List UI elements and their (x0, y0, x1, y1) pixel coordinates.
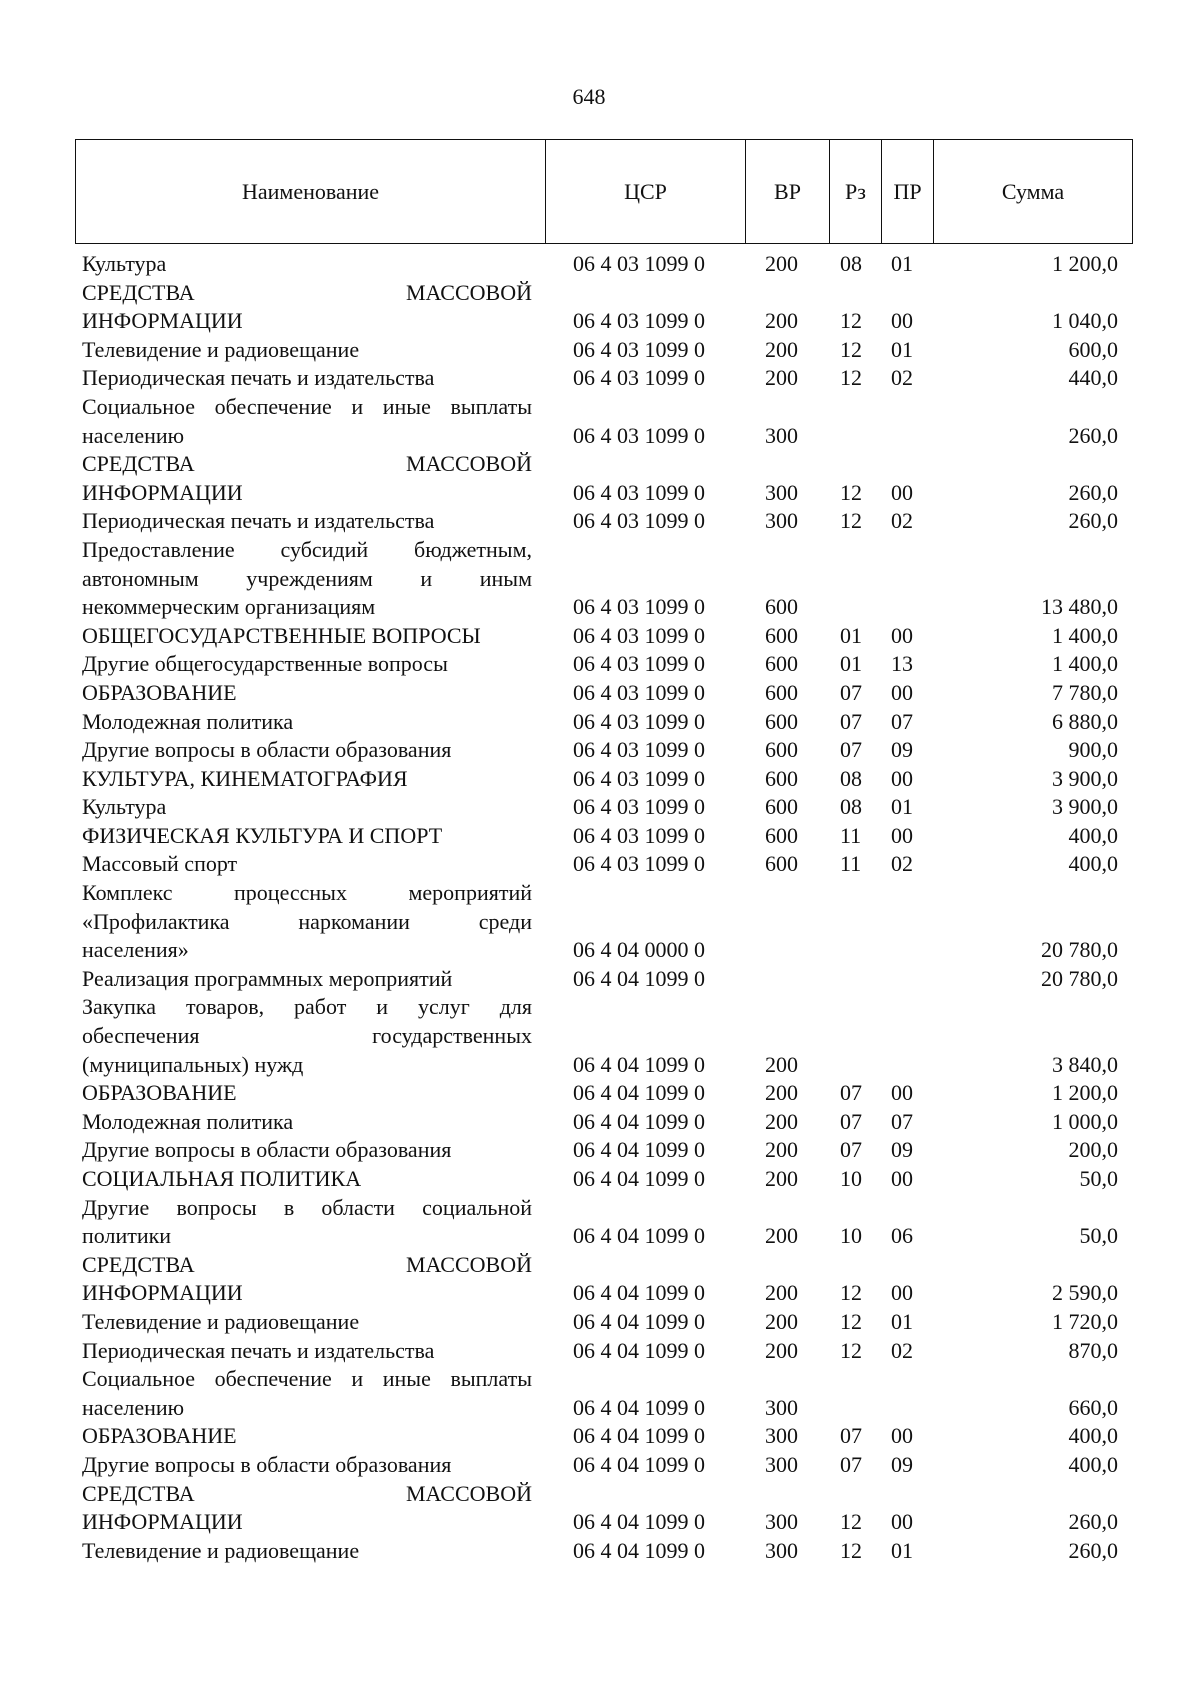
row-vr: 200 (765, 1051, 798, 1077)
row-name-line: Периодическая печать и издательства (82, 508, 435, 534)
row-name (82, 793, 532, 822)
row-name-line: «Профилактика наркомании среди (82, 908, 532, 934)
row-rz: 12 (840, 479, 862, 505)
row-vr: 300 (765, 479, 798, 505)
row-csr: 06 4 04 1099 0 (573, 1223, 705, 1249)
row-name-line: СРЕДСТВА МАССОВОЙ (82, 451, 532, 477)
row-name (82, 536, 532, 622)
row-vr: 200 (765, 1108, 798, 1134)
table-row (0, 1165, 1200, 1194)
row-name (82, 364, 532, 393)
row-sum: 400,0 (1068, 1451, 1118, 1477)
row-csr: 06 4 03 1099 0 (573, 737, 705, 763)
row-vr: 300 (765, 422, 798, 448)
row-vr: 200 (765, 1309, 798, 1335)
table-row (0, 1194, 1200, 1251)
table-row (0, 622, 1200, 651)
row-csr: 06 4 04 1099 0 (573, 1394, 705, 1420)
row-name-line: Периодическая печать и издательства (82, 1337, 435, 1363)
row-name-line: ОБРАЗОВАНИЕ (82, 679, 237, 705)
row-rz: 11 (840, 822, 862, 848)
row-sum: 7 780,0 (1052, 679, 1118, 705)
row-name (82, 1108, 532, 1137)
table-row (0, 650, 1200, 679)
row-name-line: ИНФОРМАЦИИ (82, 1509, 243, 1535)
row-vr: 600 (765, 822, 798, 848)
row-rz: 01 (840, 622, 862, 648)
table-row (0, 336, 1200, 365)
row-name (82, 507, 532, 536)
row-name (82, 450, 532, 507)
row-name-line: Закупка товаров, работ и услуг для (82, 994, 532, 1020)
table-row (0, 965, 1200, 994)
table-row (0, 1308, 1200, 1337)
row-rz: 08 (840, 765, 862, 791)
row-name (82, 1308, 532, 1337)
table-row (0, 879, 1200, 965)
row-vr: 600 (765, 594, 798, 620)
row-vr: 200 (765, 365, 798, 391)
row-name-line: населению (82, 1394, 185, 1420)
row-name-line: СРЕДСТВА МАССОВОЙ (82, 1251, 532, 1277)
row-csr: 06 4 03 1099 0 (573, 822, 705, 848)
row-rz: 10 (840, 1166, 862, 1192)
row-vr: 200 (765, 336, 798, 362)
row-sum: 870,0 (1068, 1337, 1118, 1363)
row-sum: 20 780,0 (1041, 965, 1118, 991)
table-row (0, 765, 1200, 794)
row-name-line: ОБРАЗОВАНИЕ (82, 1080, 237, 1106)
row-rz: 07 (840, 1423, 862, 1449)
row-csr: 06 4 04 1099 0 (573, 1451, 705, 1477)
row-name-line: автономным учреждениям и иным (82, 565, 532, 591)
row-rz: 12 (840, 508, 862, 534)
row-name-line: Телевидение и радиовещание (82, 1537, 360, 1563)
row-name-line: Периодическая печать и издательства (82, 365, 435, 391)
row-csr: 06 4 03 1099 0 (573, 365, 705, 391)
row-name (82, 765, 532, 794)
row-rz: 07 (840, 708, 862, 734)
table-row (0, 1422, 1200, 1451)
row-pr: 09 (891, 1137, 913, 1163)
row-csr: 06 4 04 1099 0 (573, 1537, 705, 1563)
row-rz: 11 (840, 851, 862, 877)
row-name-line: Молодежная политика (82, 708, 294, 734)
table-header (75, 139, 1133, 244)
row-name-line: Массовый спорт (82, 851, 238, 877)
row-sum: 660,0 (1068, 1394, 1118, 1420)
row-name (82, 1079, 532, 1108)
row-csr: 06 4 03 1099 0 (573, 851, 705, 877)
row-rz: 07 (840, 679, 862, 705)
table-row (0, 793, 1200, 822)
row-name-line: Предоставление субсидий бюджетным, (82, 536, 532, 562)
row-name (82, 1537, 532, 1566)
row-vr: 300 (765, 1537, 798, 1563)
table-row (0, 1480, 1200, 1537)
row-vr: 600 (765, 737, 798, 763)
row-pr: 01 (891, 1309, 913, 1335)
row-sum: 260,0 (1068, 1537, 1118, 1563)
row-rz: 10 (840, 1223, 862, 1249)
row-pr: 02 (891, 508, 913, 534)
row-name (82, 1337, 532, 1366)
row-name (82, 679, 532, 708)
row-pr: 00 (891, 765, 913, 791)
row-name-line: Телевидение и радиовещание (82, 1309, 360, 1335)
row-name-line: ОБЩЕГОСУДАРСТВЕННЫЕ ВОПРОСЫ (82, 622, 481, 648)
row-name-line: Культура (82, 251, 167, 276)
row-sum: 1 040,0 (1052, 308, 1118, 334)
table-row (0, 393, 1200, 450)
row-rz: 08 (840, 794, 862, 820)
header-vr: ВР (746, 140, 830, 243)
row-csr: 06 4 03 1099 0 (573, 251, 705, 276)
row-pr: 01 (891, 1537, 913, 1563)
row-name-line: ОБРАЗОВАНИЕ (82, 1423, 237, 1449)
row-rz: 07 (840, 1451, 862, 1477)
row-name-line: СОЦИАЛЬНАЯ ПОЛИТИКА (82, 1166, 362, 1192)
row-name-line: Другие вопросы в области образования (82, 737, 452, 763)
table-row (0, 736, 1200, 765)
row-vr: 200 (765, 251, 798, 276)
page-number: 648 (572, 84, 606, 109)
row-vr: 600 (765, 651, 798, 677)
row-pr: 00 (891, 308, 913, 334)
row-name (82, 250, 532, 279)
row-pr: 06 (891, 1223, 913, 1249)
row-csr: 06 4 03 1099 0 (573, 422, 705, 448)
row-sum: 260,0 (1068, 479, 1118, 505)
row-pr: 02 (891, 365, 913, 391)
table-body (0, 250, 1200, 1565)
row-sum: 900,0 (1068, 737, 1118, 763)
table-row (0, 450, 1200, 507)
header-pr: ПР (882, 140, 934, 243)
table-row (0, 708, 1200, 737)
row-vr: 200 (765, 1223, 798, 1249)
row-name (82, 736, 532, 765)
table-row (0, 1251, 1200, 1308)
row-pr: 00 (891, 822, 913, 848)
row-csr: 06 4 04 1099 0 (573, 1337, 705, 1363)
table-row (0, 507, 1200, 536)
row-csr: 06 4 04 0000 0 (573, 937, 705, 963)
table-row (0, 536, 1200, 622)
row-sum: 400,0 (1068, 822, 1118, 848)
row-sum: 13 480,0 (1041, 594, 1118, 620)
row-name-line: Социальное обеспечение и иные выплаты (82, 393, 532, 419)
row-name (82, 993, 532, 1079)
row-sum: 6 880,0 (1052, 708, 1118, 734)
row-name-line: Другие вопросы в области социальной (82, 1194, 532, 1220)
row-name (82, 1480, 532, 1537)
row-csr: 06 4 04 1099 0 (573, 1080, 705, 1106)
row-name-line: некоммерческим организациям (82, 594, 376, 620)
row-name (82, 1194, 532, 1251)
row-sum: 600,0 (1068, 336, 1118, 362)
row-csr: 06 4 04 1099 0 (573, 1166, 705, 1192)
row-name-line: Культура (82, 794, 167, 820)
row-rz: 07 (840, 1137, 862, 1163)
row-csr: 06 4 03 1099 0 (573, 479, 705, 505)
table-row (0, 1365, 1200, 1422)
table-row (0, 1079, 1200, 1108)
row-name (82, 708, 532, 737)
row-pr: 00 (891, 479, 913, 505)
table-row (0, 1337, 1200, 1366)
row-rz: 12 (840, 1537, 862, 1563)
row-csr: 06 4 04 1099 0 (573, 1509, 705, 1535)
row-name-line: Другие общегосударственные вопросы (82, 651, 448, 677)
row-sum: 260,0 (1068, 508, 1118, 534)
row-csr: 06 4 04 1099 0 (573, 1051, 705, 1077)
row-csr: 06 4 03 1099 0 (573, 308, 705, 334)
row-sum: 260,0 (1068, 1509, 1118, 1535)
row-name (82, 965, 532, 994)
row-pr: 09 (891, 737, 913, 763)
row-name (82, 850, 532, 879)
row-pr: 00 (891, 1080, 913, 1106)
row-csr: 06 4 03 1099 0 (573, 508, 705, 534)
row-pr: 13 (891, 651, 913, 677)
row-vr: 600 (765, 622, 798, 648)
row-pr: 00 (891, 1280, 913, 1306)
row-pr: 09 (891, 1451, 913, 1477)
row-vr: 200 (765, 308, 798, 334)
row-vr: 300 (765, 1423, 798, 1449)
row-name-line: КУЛЬТУРА, КИНЕМАТОГРАФИЯ (82, 765, 408, 791)
row-csr: 06 4 04 1099 0 (573, 1137, 705, 1163)
row-csr: 06 4 03 1099 0 (573, 794, 705, 820)
row-rz: 07 (840, 737, 862, 763)
table-row (0, 250, 1200, 279)
row-name-line: СРЕДСТВА МАССОВОЙ (82, 1480, 532, 1506)
row-vr: 600 (765, 765, 798, 791)
row-csr: 06 4 03 1099 0 (573, 336, 705, 362)
row-sum: 400,0 (1068, 1423, 1118, 1449)
row-sum: 20 780,0 (1041, 937, 1118, 963)
row-sum: 440,0 (1068, 365, 1118, 391)
row-rz: 07 (840, 1080, 862, 1106)
row-vr: 200 (765, 1137, 798, 1163)
row-name-line: СРЕДСТВА МАССОВОЙ (82, 279, 532, 305)
table-row (0, 279, 1200, 336)
table-row (0, 1537, 1200, 1566)
row-sum: 1 400,0 (1052, 622, 1118, 648)
row-rz: 12 (840, 1280, 862, 1306)
row-sum: 50,0 (1079, 1223, 1118, 1249)
row-vr: 600 (765, 794, 798, 820)
row-csr: 06 4 03 1099 0 (573, 651, 705, 677)
row-sum: 50,0 (1079, 1166, 1118, 1192)
row-csr: 06 4 03 1099 0 (573, 679, 705, 705)
row-vr: 300 (765, 1509, 798, 1535)
row-sum: 1 720,0 (1052, 1309, 1118, 1335)
row-name (82, 1136, 532, 1165)
row-vr: 200 (765, 1166, 798, 1192)
table-row (0, 993, 1200, 1079)
header-csr: ЦСР (546, 140, 746, 243)
row-name-line: населению (82, 422, 185, 448)
row-pr: 07 (891, 708, 913, 734)
row-name-line: Телевидение и радиовещание (82, 336, 360, 362)
row-sum: 2 590,0 (1052, 1280, 1118, 1306)
header-sum: Сумма (1001, 178, 1065, 204)
row-csr: 06 4 04 1099 0 (573, 1280, 705, 1306)
row-name-line: (муниципальных) нужд (82, 1051, 304, 1077)
table-row (0, 1451, 1200, 1480)
row-pr: 02 (891, 1337, 913, 1363)
row-vr: 600 (765, 851, 798, 877)
table-row (0, 1108, 1200, 1137)
row-name-line: Реализация программных мероприятий (82, 965, 453, 991)
row-vr: 200 (765, 1080, 798, 1106)
row-sum: 3 900,0 (1052, 794, 1118, 820)
row-pr: 00 (891, 1423, 913, 1449)
row-pr: 01 (891, 794, 913, 820)
row-name (82, 1251, 532, 1308)
row-sum: 400,0 (1068, 851, 1118, 877)
table-row (0, 822, 1200, 851)
row-vr: 300 (765, 1451, 798, 1477)
row-name (82, 622, 532, 651)
row-sum: 3 900,0 (1052, 765, 1118, 791)
row-name-line: Социальное обеспечение и иные выплаты (82, 1366, 532, 1392)
row-pr: 00 (891, 1166, 913, 1192)
row-name (82, 1451, 532, 1480)
table-row (0, 679, 1200, 708)
row-sum: 1 000,0 (1052, 1108, 1118, 1134)
row-name-line: Комплекс процессных мероприятий (82, 880, 532, 906)
row-vr: 600 (765, 708, 798, 734)
table-row (0, 1136, 1200, 1165)
row-csr: 06 4 03 1099 0 (573, 594, 705, 620)
row-csr: 06 4 03 1099 0 (573, 708, 705, 734)
table-row (0, 364, 1200, 393)
row-pr: 07 (891, 1108, 913, 1134)
row-name (82, 393, 532, 450)
row-sum: 3 840,0 (1052, 1051, 1118, 1077)
row-name-line: ИНФОРМАЦИИ (82, 308, 243, 334)
row-rz: 07 (840, 1108, 862, 1134)
row-rz: 12 (840, 1309, 862, 1335)
header-name: Наименование (76, 140, 546, 243)
row-csr: 06 4 04 1099 0 (573, 1309, 705, 1335)
table-row (0, 850, 1200, 879)
row-sum: 1 400,0 (1052, 651, 1118, 677)
row-sum: 260,0 (1068, 422, 1118, 448)
row-name-line: Другие вопросы в области образования (82, 1451, 452, 1477)
row-name (82, 822, 532, 851)
row-rz: 12 (840, 1509, 862, 1535)
row-name (82, 1165, 532, 1194)
row-csr: 06 4 03 1099 0 (573, 765, 705, 791)
row-name-line: ФИЗИЧЕСКАЯ КУЛЬТУРА И СПОРТ (82, 822, 443, 848)
row-name-line: Молодежная политика (82, 1108, 294, 1134)
row-rz: 12 (840, 1337, 862, 1363)
row-name-line: ИНФОРМАЦИИ (82, 1280, 243, 1306)
row-name-line: обеспечения государственных (82, 1023, 532, 1049)
row-sum: 200,0 (1068, 1137, 1118, 1163)
header-rz: Рз (830, 140, 882, 243)
row-csr: 06 4 03 1099 0 (573, 622, 705, 648)
row-vr: 200 (765, 1337, 798, 1363)
row-pr: 01 (891, 336, 913, 362)
row-sum: 1 200,0 (1052, 1080, 1118, 1106)
row-rz: 12 (840, 336, 862, 362)
row-pr: 00 (891, 622, 913, 648)
row-sum: 1 200,0 (1052, 251, 1118, 276)
row-rz: 08 (840, 251, 862, 276)
row-rz: 12 (840, 308, 862, 334)
row-name (82, 279, 532, 336)
row-name (82, 1422, 532, 1451)
row-vr: 600 (765, 679, 798, 705)
row-name (82, 1365, 532, 1422)
row-vr: 300 (765, 1394, 798, 1420)
row-name (82, 336, 532, 365)
row-vr: 300 (765, 508, 798, 534)
row-name-line: Другие вопросы в области образования (82, 1137, 452, 1163)
row-pr: 00 (891, 1509, 913, 1535)
row-vr: 200 (765, 1280, 798, 1306)
row-csr: 06 4 04 1099 0 (573, 1108, 705, 1134)
row-csr: 06 4 04 1099 0 (573, 965, 705, 991)
row-name (82, 879, 532, 965)
row-name-line: ИНФОРМАЦИИ (82, 479, 243, 505)
row-csr: 06 4 04 1099 0 (573, 1423, 705, 1449)
row-rz: 01 (840, 651, 862, 677)
row-rz: 12 (840, 365, 862, 391)
row-pr: 00 (891, 679, 913, 705)
row-name-line: политики (82, 1223, 172, 1249)
row-name (82, 650, 532, 679)
row-pr: 02 (891, 851, 913, 877)
row-name-line: населения» (82, 937, 189, 963)
row-pr: 01 (891, 251, 913, 276)
